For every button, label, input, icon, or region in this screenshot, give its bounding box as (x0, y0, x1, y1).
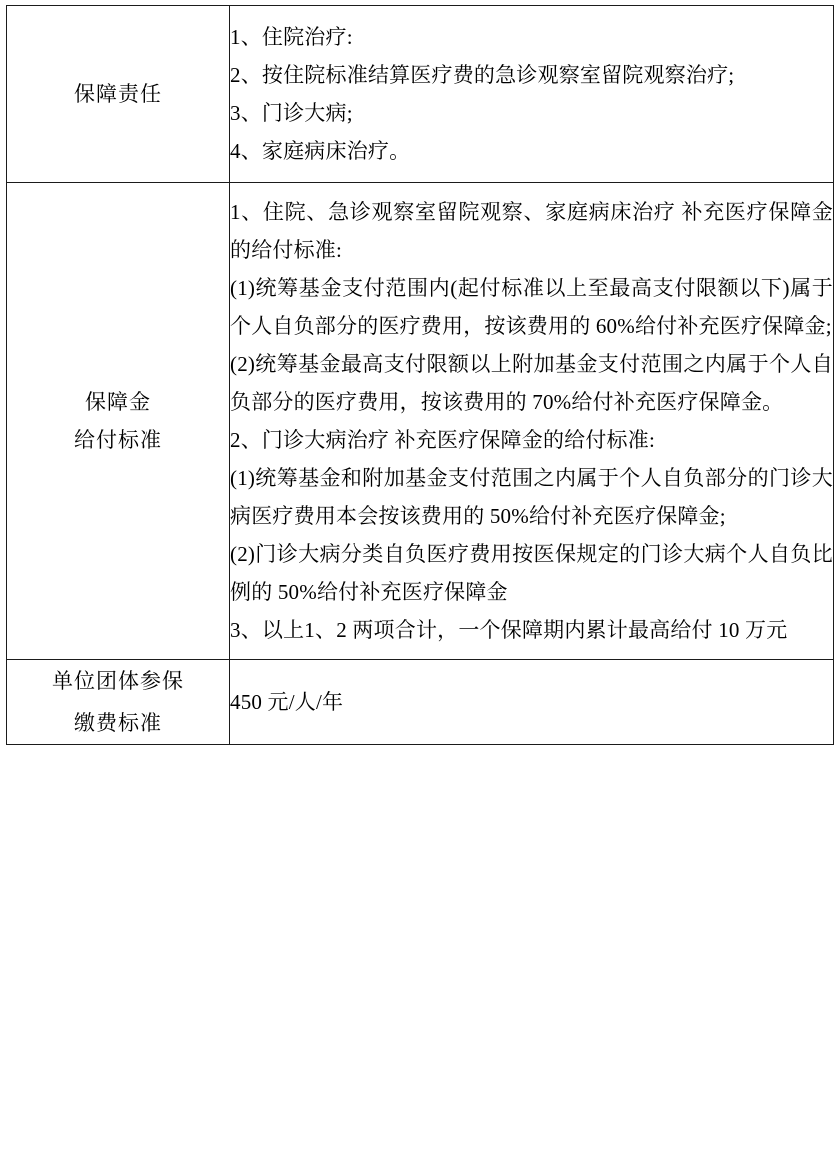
paragraph: 1、住院治疗: (230, 25, 353, 49)
row-label-group-premium-standard (7, 660, 230, 745)
paragraph: 1、住院、急诊观察室留院观察、家庭病床治疗 补充医疗保障金的给付标准: (230, 200, 833, 262)
row-content-benefit-payment-standard (230, 183, 834, 660)
label-line: 给付标准 (74, 428, 162, 452)
paragraph: 450 元/人/年 (230, 690, 344, 714)
benefit-terms-table (6, 5, 834, 745)
paragraph: (1)统筹基金和附加基金支付范围之内属于个人自负部分的门诊大病医疗费用本会按该费用的 50%给付补充医疗保障金; (230, 466, 833, 528)
paragraph: (2)门诊大病分类自负医疗费用按医保规定的门诊大病个人自负比例的 50%给付补充医疗保障金 (230, 542, 833, 604)
table-row (7, 183, 834, 660)
paragraph: 2、按住院标准结算医疗费的急诊观察室留院观察治疗; (230, 63, 735, 87)
label-line: 单位团体参保 (52, 669, 184, 693)
paragraph: 3、门诊大病; (230, 101, 353, 125)
paragraph: 3、以上1、2 两项合计，一个保障期内累计最高给付 10 万元 (230, 618, 788, 642)
label-line: 保障金 (85, 390, 151, 414)
row-content-coverage-responsibility (230, 6, 834, 183)
label-line: 缴费标准 (74, 711, 162, 735)
label-line: 保障责任 (74, 82, 162, 106)
table-row (7, 660, 834, 745)
row-label-benefit-payment-standard (7, 183, 230, 660)
table-row (7, 6, 834, 183)
paragraph: (1)统筹基金支付范围内(起付标准以上至最高支付限额以下)属于个人自负部分的医疗费用，按该费用的 60%给付补充医疗保障金; (230, 276, 833, 338)
document-page (0, 5, 840, 1163)
row-label-coverage-responsibility (7, 6, 230, 183)
paragraph: 4、家庭病床治疗。 (230, 139, 411, 163)
paragraph: 2、门诊大病治疗 补充医疗保障金的给付标准: (230, 428, 655, 452)
paragraph: (2)统筹基金最高支付限额以上附加基金支付范围之内属于个人自负部分的医疗费用，按该费用的 70%给付补充医疗保障金。 (230, 352, 833, 414)
row-content-group-premium-standard (230, 660, 834, 745)
